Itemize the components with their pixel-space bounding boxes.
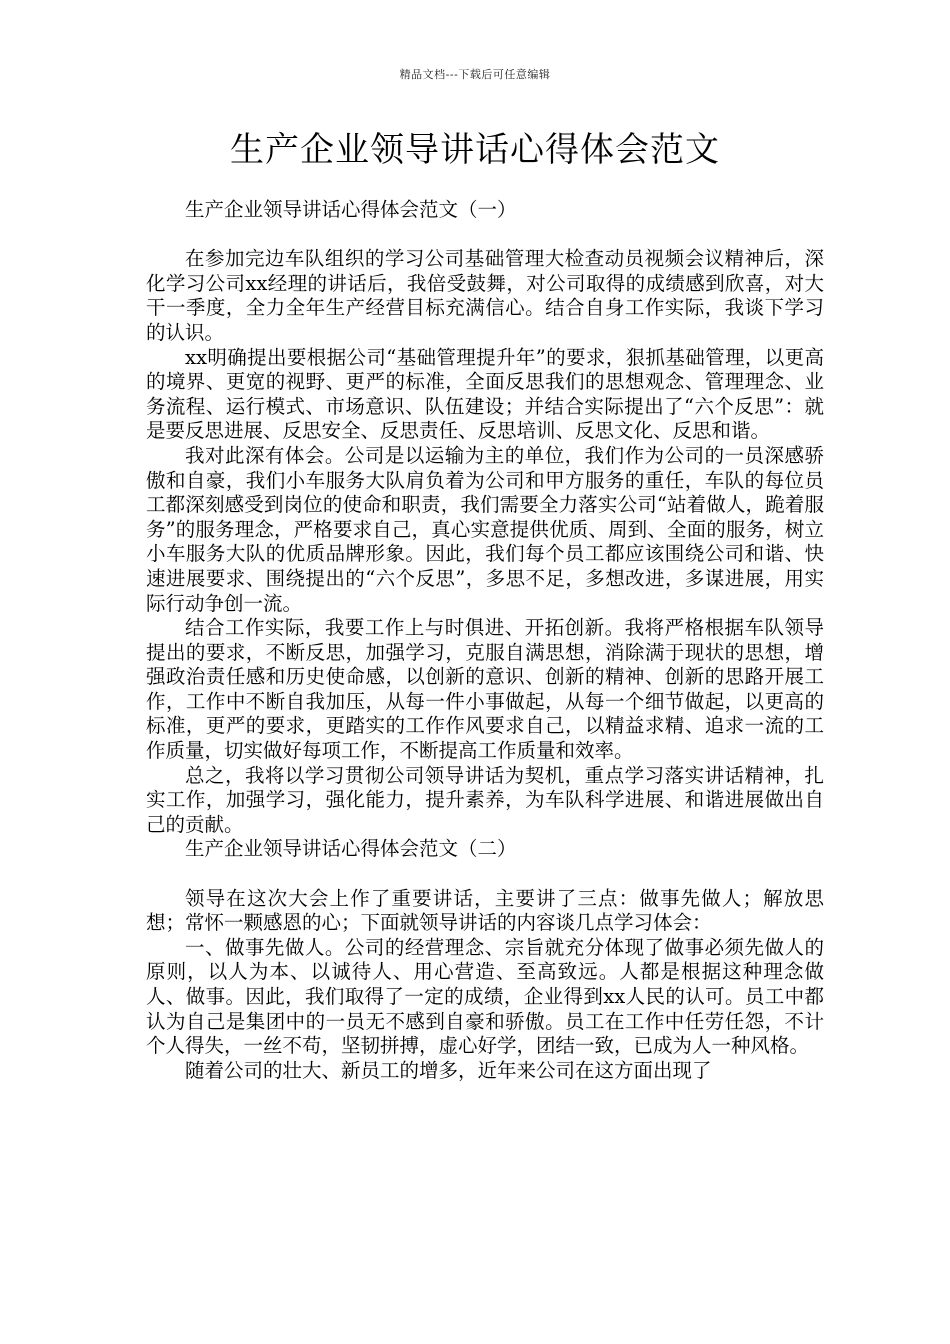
- section-2-paragraph-2: 一、做事先做人。公司的经营理念、宗旨就充分体现了做事必须先做人的原则，以人为本、以诚待人、用心营造、至高致远。人都是根据这种理念做人、做事。因此，我们取得了一定的成绩，企业得到xx人民的认可。员工中都认为自己是集团中的一员无不感到自豪和骄傲。员工在工作中任劳任怨，不计个人得失，一丝不苟，坚韧拼搏，虚心好学，团结一致，已成为人一种风格。: [146, 935, 824, 1058]
- section-1-paragraph-3: 我对此深有体会。公司是以运输为主的单位，我们作为公司的一员深感骄傲和自豪，我们小车服务大队肩负着为公司和甲方服务的重任，车队的每位员工都深刻感受到岗位的使命和职责，我们需要全力落实公司“站着做人，跪着服务”的服务理念，严格要求自己，真心实意提供优质、周到、全面的服务，树立小车服务大队的优质品牌形象。因此，我们每个员工都应该围绕公司和谐、快速进展要求、围绕提出的“六个反思”，多思不足，多想改进，多谋进展，用实际行动争创一流。: [146, 443, 824, 615]
- header-note: 精品文档---下载后可任意编辑: [399, 68, 551, 81]
- section-1-paragraph-5: 总之，我将以学习贯彻公司领导讲话为契机，重点学习落实讲话精神，扎实工作，加强学习，强化能力，提升素养，为车队科学进展、和谐进展做出自己的贡献。: [146, 763, 824, 836]
- section-2-subtitle: 生产企业领导讲话心得体会范文（二）: [185, 837, 517, 861]
- section-2-paragraph-3: 随着公司的壮大、新员工的增多，近年来公司在这方面出现了: [185, 1058, 712, 1082]
- section-1-paragraph-2: xx明确提出要根据公司“基础管理提升年”的要求，狠抓基础管理，以更高的境界、更宽的视野、更严的标准，全面反思我们的思想观念、管理理念、业务流程、运行模式、市场意识、队伍建设；并结合实际提出了“六个反思”：就是要反思进展、反思安全、反思责任、反思培训、反思文化、反思和谐。: [146, 345, 824, 443]
- document-title: 生产企业领导讲话心得体会范文: [230, 130, 720, 170]
- section-1-paragraph-1: 在参加完边车队组织的学习公司基础管理大检查动员视频会议精神后，深化学习公司xx经理的讲话后，我倍受鼓舞，对公司取得的成绩感到欣喜，对大干一季度，全力全年生产经营目标充满信心。结合自身工作实际，我谈下学习的认识。: [146, 247, 824, 344]
- section-2-paragraph-1: 领导在这次大会上作了重要讲话，主要讲了三点：做事先做人；解放思想；常怀一颗感恩的心；下面就领导讲话的内容谈几点学习体会：: [146, 886, 824, 935]
- section-1-paragraph-4: 结合工作实际，我要工作上与时俱进、开拓创新。我将严格根据车队领导提出的要求，不断反思，加强学习，克服自满思想，消除满于现状的思想，增强政治责任感和历史使命感，以创新的意识、创新的精神、创新的思路开展工作，工作中不断自我加压，从每一件小事做起，从每一个细节做起，以更高的标准，更严的要求，更踏实的工作作风要求自己，以精益求精、追求一流的工作质量，切实做好每项工作，不断提高工作质量和效率。: [146, 616, 824, 763]
- section-1-subtitle: 生产企业领导讲话心得体会范文（一）: [185, 198, 517, 221]
- document-body: [146, 198, 824, 1083]
